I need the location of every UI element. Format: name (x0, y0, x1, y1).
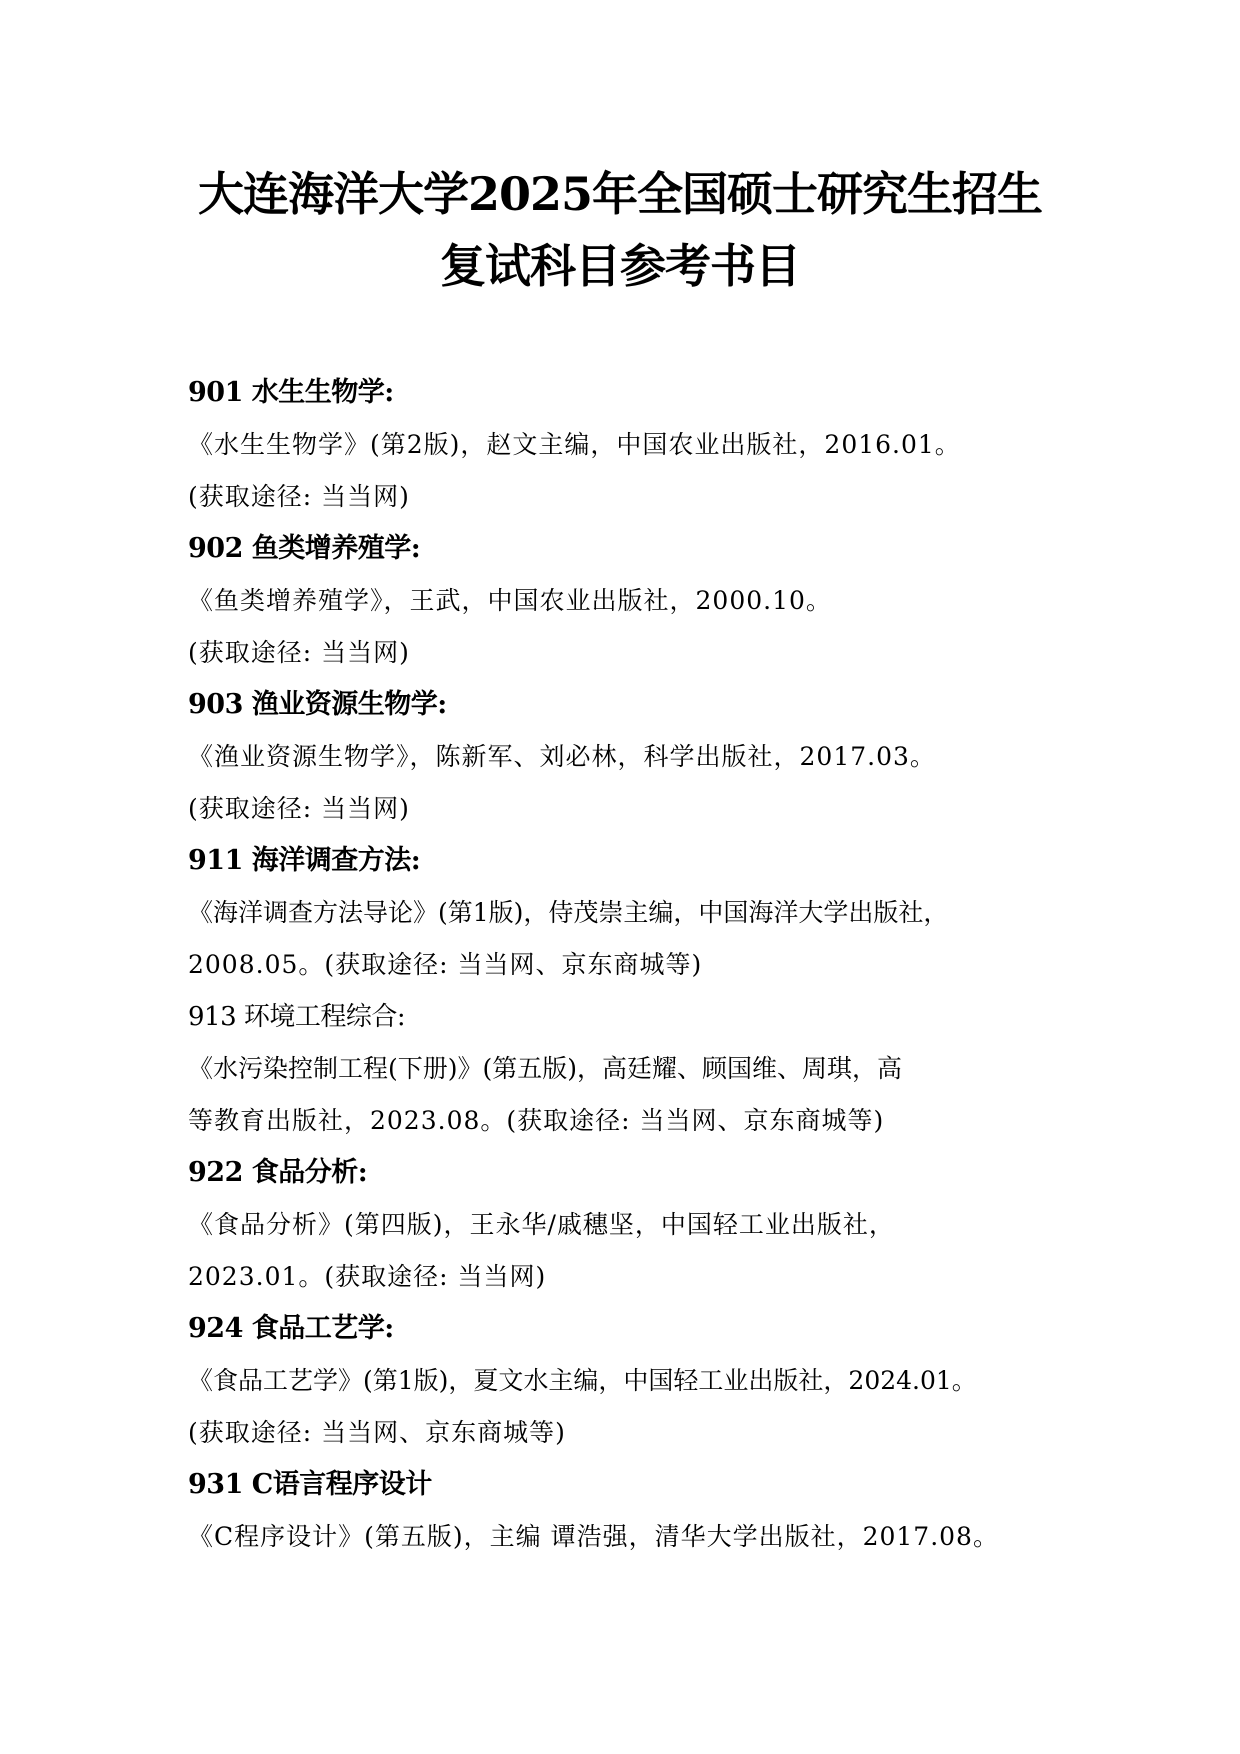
book-reference-continued: 2023.01。(获取途径: 当当网) (188, 1262, 547, 1291)
reference-book-list (188, 367, 1068, 1563)
acquisition-note: (获取途径: 当当网) (188, 638, 410, 667)
subject-heading: 924 食品工艺学: (188, 1313, 394, 1344)
book-reference: 《水生生物学》(第2版)，赵文主编，中国农业出版社，2016.01。 (188, 430, 961, 459)
subject-entry-911 (188, 835, 1068, 991)
book-reference: 《鱼类增养殖学》，王武，中国农业出版社，2000.10。 (188, 586, 832, 615)
subject-heading: 922 食品分析: (188, 1157, 368, 1188)
subject-entry-922 (188, 1147, 1068, 1303)
acquisition-note: (获取途径: 当当网、京东商城等) (188, 1418, 566, 1447)
book-reference: 《C程序设计》(第五版)，主编 谭浩强，清华大学出版社，2017.08。 (188, 1522, 999, 1551)
book-reference: 《水污染控制工程(下册)》(第五版)，高廷耀、顾国维、周琪，高 (188, 1054, 903, 1083)
subject-heading: 931 C语言程序设计 (188, 1469, 432, 1500)
subject-heading: 902 鱼类增养殖学: (188, 533, 421, 564)
book-reference: 《食品工艺学》(第1版)，夏文水主编，中国轻工业出版社，2024.01。 (188, 1366, 977, 1395)
page-title-line-2: 复试科目参考书目 (440, 239, 800, 293)
subject-heading: 903 渔业资源生物学: (188, 689, 447, 720)
book-reference: 《食品分析》(第四版)，王永华/戚穗坚，中国轻工业出版社， (188, 1210, 895, 1239)
subject-entry-913 (188, 991, 1068, 1147)
subject-entry-901 (188, 367, 1068, 523)
book-reference: 《海洋调查方法导论》(第1版)，侍茂崇主编，中国海洋大学出版社， (188, 898, 949, 927)
subject-entry-931 (188, 1459, 1068, 1563)
subject-entry-902 (188, 523, 1068, 679)
acquisition-note: (获取途径: 当当网) (188, 794, 410, 823)
subject-entry-924 (188, 1303, 1068, 1459)
subject-heading: 911 海洋调查方法: (188, 845, 421, 876)
subject-entry-903 (188, 679, 1068, 835)
subject-heading: 901 水生生物学: (188, 377, 394, 408)
book-reference-continued: 2008.05。(获取途径: 当当网、京东商城等) (188, 950, 703, 979)
page-title-line-1: 大连海洋大学2025年全国硕士研究生招生 (197, 167, 1043, 221)
subject-heading: 913 环境工程综合: (188, 1002, 406, 1032)
book-reference-continued: 等教育出版社，2023.08。(获取途径: 当当网、京东商城等) (188, 1106, 885, 1135)
book-reference: 《渔业资源生物学》，陈新军、刘必林，科学出版社，2017.03。 (188, 742, 936, 771)
acquisition-note: (获取途径: 当当网) (188, 482, 410, 511)
